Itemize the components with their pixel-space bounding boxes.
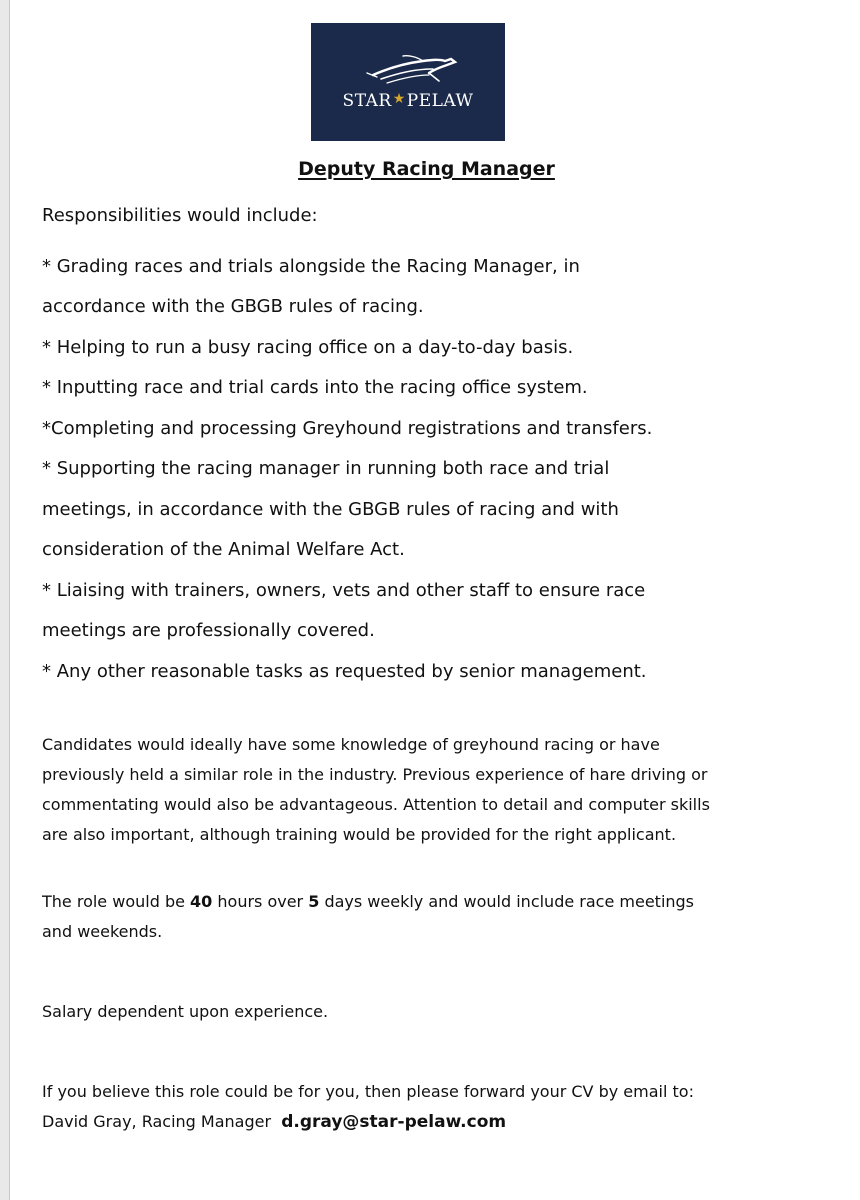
candidates-line: Candidates would ideally have some knowledge of greyhound racing or have xyxy=(42,735,660,754)
hours-paragraph xyxy=(42,887,822,947)
hours-text: days weekly and would include race meetings xyxy=(319,892,695,911)
responsibility-line: consideration of the Animal Welfare Act. xyxy=(42,539,405,560)
responsibility-line: * Helping to run a busy racing office on a day-to-day basis. xyxy=(42,337,574,358)
responsibility-line: meetings, in accordance with the GBGB rules of racing and with xyxy=(42,499,619,520)
responsibility-line: * Inputting race and trial cards into the racing office system. xyxy=(42,377,588,398)
logo-wordmark xyxy=(311,91,505,111)
responsibility-line: * Grading races and trials alongside the Racing Manager, in xyxy=(42,256,580,277)
logo-word-star: STAR xyxy=(342,91,392,111)
hours-value: 40 xyxy=(190,892,213,911)
hours-line: and weekends. xyxy=(42,922,163,941)
responsibility-line: * Liaising with trainers, owners, vets and other staff to ensure race xyxy=(42,580,646,601)
candidates-paragraph xyxy=(42,730,822,850)
star-pelaw-logo xyxy=(311,23,505,141)
candidates-line: commentating would also be advantageous. Attention to detail and computer skills xyxy=(42,795,710,814)
responsibility-line: accordance with the GBGB rules of racing. xyxy=(42,296,424,317)
salary-text xyxy=(42,997,822,1027)
candidates-line: are also important, although training would be provided for the right applicant. xyxy=(42,825,677,844)
job-advert-page xyxy=(9,0,860,1200)
hours-line xyxy=(42,887,822,917)
salary-line: Salary dependent upon experience. xyxy=(42,1002,329,1021)
responsibility-line: * Any other reasonable tasks as requested by senior management. xyxy=(42,661,647,682)
days-value: 5 xyxy=(308,892,320,911)
responsibilities-intro: Responsibilities would include: xyxy=(42,205,318,226)
contact-name: David Gray, Racing Manager xyxy=(42,1112,272,1131)
hours-text: hours over xyxy=(212,892,309,911)
greyhound-logo-icon xyxy=(311,23,505,141)
contact-email-link[interactable]: d.gray@star-pelaw.com xyxy=(281,1112,507,1132)
page-title: Deputy Racing Manager xyxy=(298,158,555,180)
responsibility-line: meetings are professionally covered. xyxy=(42,620,375,641)
logo-word-pelaw: PELAW xyxy=(406,91,474,111)
candidates-line: previously held a similar role in the industry. Previous experience of hare driving or xyxy=(42,765,708,784)
apply-paragraph xyxy=(42,1077,822,1137)
apply-line: If you believe this role could be for you, then please forward your CV by email to: xyxy=(42,1082,694,1101)
hours-text: The role would be xyxy=(42,892,191,911)
contact-line xyxy=(42,1107,822,1137)
star-icon: ★ xyxy=(392,91,406,107)
responsibility-line: * Supporting the racing manager in running both race and trial xyxy=(42,458,610,479)
responsibility-line: *Completing and processing Greyhound registrations and transfers. xyxy=(42,418,653,439)
